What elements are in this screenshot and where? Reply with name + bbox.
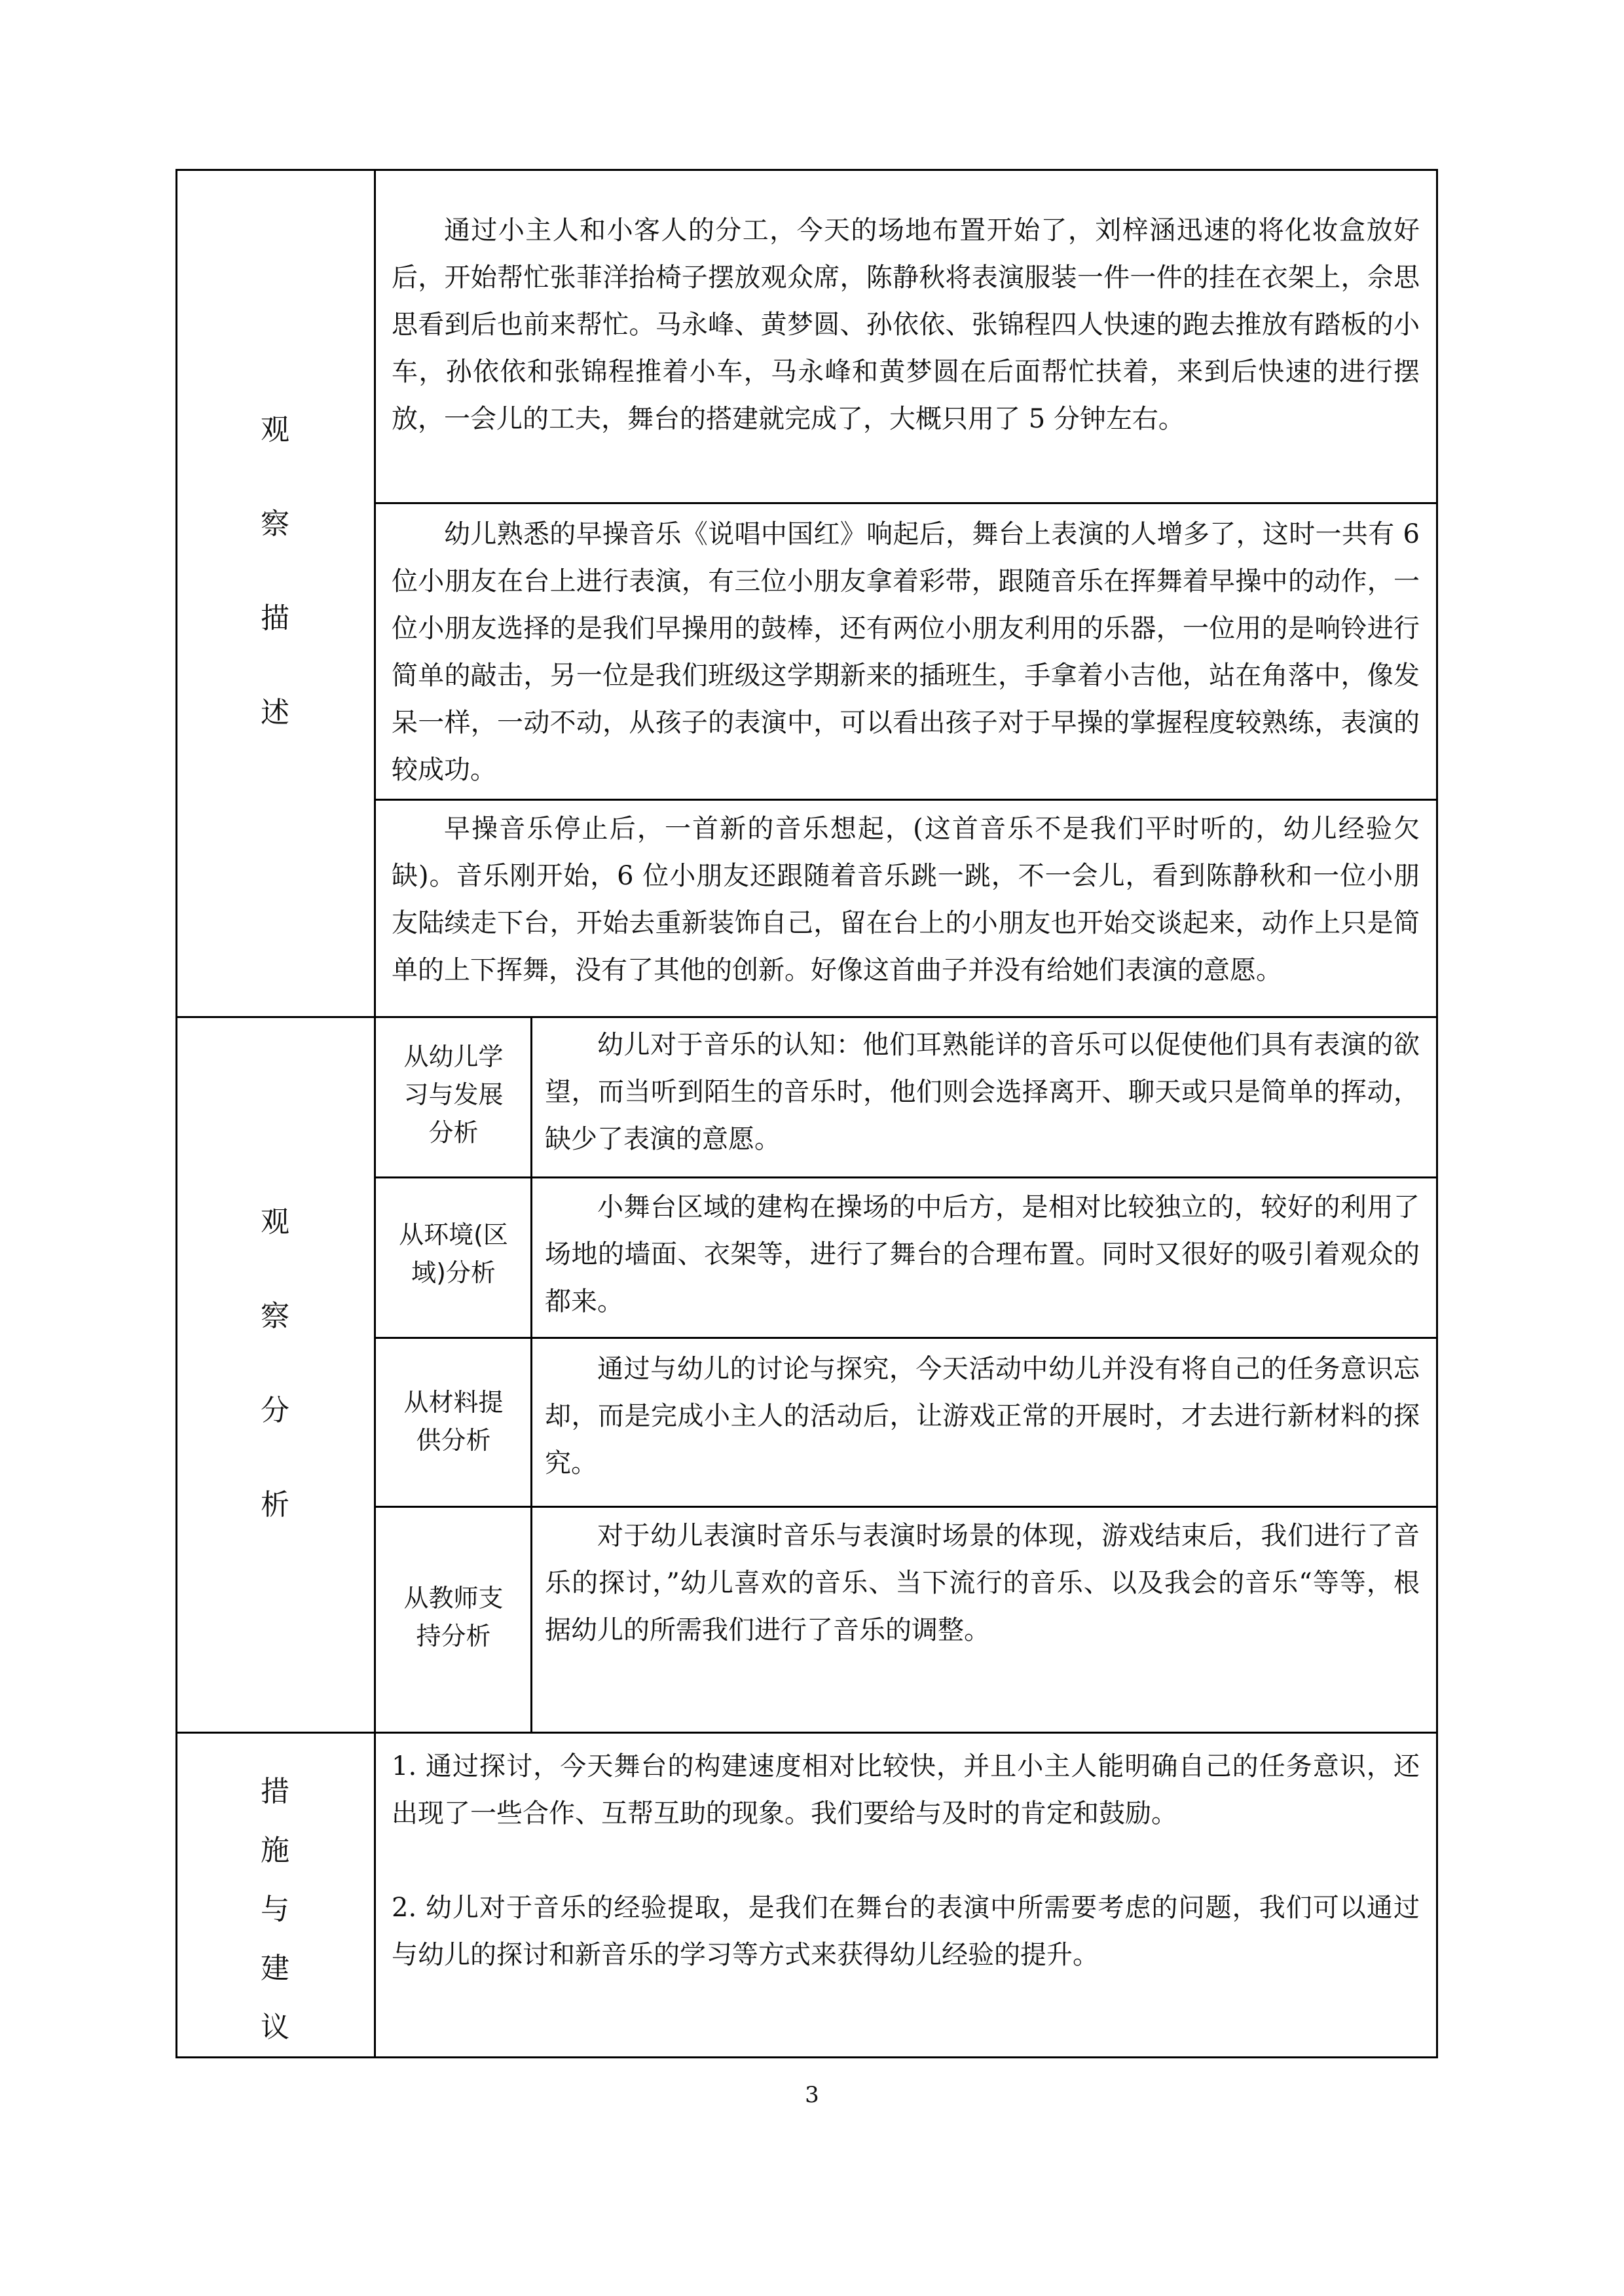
analysis-row-label: 从材料提供分析: [403, 1388, 504, 1455]
label-char: 措: [261, 1775, 289, 1808]
label-char: 观: [261, 1205, 289, 1239]
analysis-row-text: 幼儿对于音乐的认知：他们耳熟能详的音乐可以促使他们具有表演的欲望，而当听到陌生的音乐时，他们则会选择离开、聊天或只是简单的挥动，缺少了表演的意愿。: [545, 1030, 1420, 1154]
label-char: 析: [261, 1488, 289, 1522]
description-paragraph: 通过小主人和小客人的分工，今天的场地布置开始了，刘梓涵迅速的将化妆盒放好后，开始帮忙张菲洋抬椅子摆放观众席，陈静秋将表演服装一件一件的挂在衣架上，佘思思看到后也前来帮忙。马永峰、黄梦圆、孙依依、张锦程四人快速的跑去推放有踏板的小车，孙依依和张锦程推着小车，马永峰和黄梦圆在后面帮忙扶着，来到后快速的进行摆放，一会儿的工夫，舞台的搭建就完成了，大概只用了 5 分钟左右。: [392, 215, 1420, 434]
row-separator: [374, 502, 1438, 504]
column-divider: [374, 169, 376, 2058]
analysis-section-label: [255, 1198, 295, 1523]
analysis-row-text: 对于幼儿表演时音乐与表演时场景的体现，游戏结束后，我们进行了音乐的探讨，”幼儿喜欢的音乐、当下流行的音乐、以及我会的音乐“等等，根据幼儿的所需我们进行了音乐的调整。: [545, 1521, 1420, 1645]
label-char: 描: [261, 602, 289, 635]
measure-item: 2. 幼儿对于音乐的经验提取，是我们在舞台的表演中所需要考虑的问题，我们可以通过与幼儿的探讨和新音乐的学习等方式来获得幼儿经验的提升。: [392, 1893, 1420, 1970]
label-char: 察: [261, 1300, 289, 1333]
analysis-row-text: 小舞台区域的建构在操场的中后方，是相对比较独立的，较好的利用了场地的墙面、衣架等，进行了舞台的合理布置。同时又很好的吸引着观众的都来。: [545, 1192, 1420, 1317]
label-char: 与: [261, 1893, 289, 1926]
analysis-row-label: 从环境(区域)分析: [399, 1220, 508, 1287]
label-char: 观: [261, 413, 289, 446]
description-section-label: [255, 406, 295, 731]
row-separator: [374, 799, 1438, 801]
label-char: 施: [261, 1834, 289, 1867]
row-separator: [374, 1506, 1438, 1508]
measures-section-label: [255, 1768, 295, 2045]
section-separator: [175, 1732, 1438, 1734]
label-char: 议: [261, 2011, 289, 2044]
row-separator: [374, 1337, 1438, 1339]
section-separator: [175, 1016, 1438, 1018]
label-char: 述: [261, 696, 289, 729]
analysis-row-label: 从教师支持分析: [403, 1584, 504, 1650]
analysis-row-text: 通过与幼儿的讨论与探究，今天活动中幼儿并没有将自己的任务意识忘却，而是完成小主人的活动后，让游戏正常的开展时，才去进行新材料的探究。: [545, 1354, 1420, 1478]
label-char: 分: [261, 1394, 289, 1427]
row-separator: [374, 1176, 1438, 1178]
label-char: 建: [261, 1952, 289, 1985]
label-char: 察: [261, 507, 289, 541]
analysis-row-label: 从幼儿学习与发展分析: [403, 1042, 504, 1147]
analysis-label-divider: [530, 1016, 532, 1733]
description-paragraph: 早操音乐停止后，一首新的音乐想起，(这首音乐不是我们平时听的，幼儿经验欠缺)。音乐刚开始，6 位小朋友还跟随着音乐跳一跳，不一会儿，看到陈静秋和一位小朋友陆续走下台，开始去重新装饰自己，留在台上的小朋友也开始交谈起来，动作上只是简单的上下挥舞，没有了其他的创新。好像这首曲子并没有给她们表演的意愿。: [392, 814, 1420, 985]
page-number: 3: [805, 2082, 819, 2108]
measure-item: 1. 通过探讨，今天舞台的构建速度相对比较快，并且小主人能明确自己的任务意识，还出现了一些合作、互帮互助的现象。我们要给与及时的肯定和鼓励。: [392, 1751, 1420, 1829]
description-paragraph: 幼儿熟悉的早操音乐《说唱中国红》响起后，舞台上表演的人增多了，这时一共有 6 位小朋友在台上进行表演，有三位小朋友拿着彩带，跟随音乐在挥舞着早操中的动作，一位小朋友选择的是我们早操用的鼓棒，还有两位小朋友利用的乐器，一位用的是响铃进行简单的敲击，另一位是我们班级这学期新来的插班生，手拿着小吉他，站在角落中，像发呆一样，一动不动，从孩子的表演中，可以看出孩子对于早操的掌握程度较熟练，表演的较成功。: [392, 519, 1420, 785]
